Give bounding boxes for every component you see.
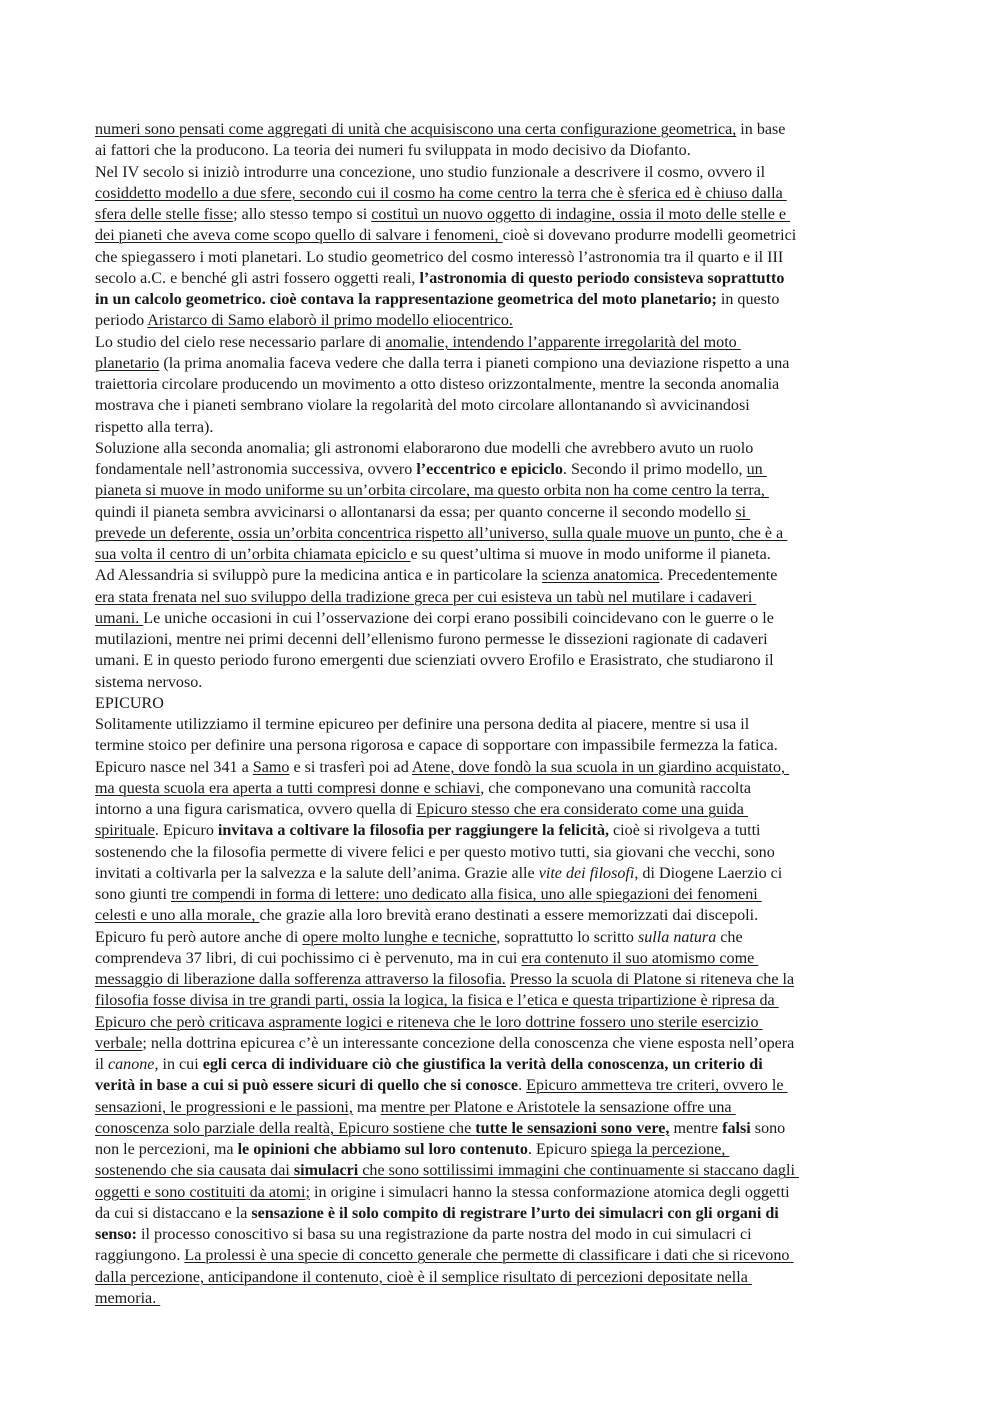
text-line bbox=[95, 1012, 907, 1033]
text-run: invitati a coltivarla per la salvezza e la salute dell’anima. Grazie alle bbox=[95, 864, 539, 882]
text-line bbox=[95, 884, 907, 905]
text-run: umani. E in questo periodo furono emergenti due scienziati ovvero Erofilo e Erasistrato, che studiarono il bbox=[95, 652, 774, 670]
text-line bbox=[95, 587, 907, 608]
text-run: ai fattori che la producono. La teoria dei numeri fu sviluppata in modo decisivo da Diofanto. bbox=[95, 142, 691, 160]
text-run: non le percezioni, ma bbox=[95, 1141, 238, 1158]
underlined-text: Epicuro stesso che era considerato come una guida bbox=[416, 801, 748, 818]
underlined-text: Epicuro ammetteva tre criteri, ovvero le bbox=[526, 1077, 788, 1095]
underlined-text: Atene, dove fondò la sua scuola in un giardino acquistato, bbox=[411, 758, 790, 776]
text-line bbox=[95, 990, 907, 1011]
underlined-text: tre compendi in forma di lettere: uno dedicato alla fisica, uno alle spiegazioni dei fenomeni bbox=[171, 886, 762, 903]
text-run: Le uniche occasioni in cui l’osservazione dei corpi erano possibili coincidevano con le guerre o le bbox=[143, 609, 774, 627]
text-run: che grazie alla loro brevità erano destinati a essere memorizzati dai discepoli. bbox=[259, 907, 759, 925]
document-page bbox=[95, 119, 907, 1309]
text-line bbox=[95, 459, 907, 480]
text-line bbox=[95, 1267, 907, 1288]
text-run: Lo studio del cielo rese necessario parlare di bbox=[95, 333, 386, 351]
text-run: raggiungono. bbox=[95, 1247, 185, 1265]
text-line bbox=[95, 735, 907, 756]
underlined-text: era stata frenata nel suo sviluppo della tradizione greca per cui esisteva un tabù nel mutilare i cadaveri bbox=[95, 588, 757, 606]
text-run: mentre bbox=[669, 1119, 723, 1137]
bold-text: sensazione è il solo compito di registrare l’urto dei simulacri con gli organi di bbox=[251, 1204, 779, 1222]
text-run: . Epicuro bbox=[154, 822, 218, 840]
bold-text: verità in base a cui si può essere sicuri di quello che si conosce bbox=[95, 1077, 519, 1095]
text-run: . Secondo il primo modello, bbox=[562, 461, 747, 478]
text-line bbox=[95, 204, 907, 225]
underlined-text: anomalie, intendendo l’apparente irregolarità del moto bbox=[385, 333, 741, 351]
underlined-text: sensazioni, le progressioni e le passioni, bbox=[95, 1098, 353, 1116]
italic-text: sulla natura bbox=[638, 928, 717, 946]
text-line bbox=[95, 332, 907, 353]
underlined-text: sua volta il centro di un’orbita chiamata epiciclo bbox=[95, 546, 411, 563]
text-line bbox=[95, 1245, 907, 1266]
text-line bbox=[95, 820, 907, 841]
underlined-text: dei pianeti che aveva come scopo quello di salvare i fenomeni, bbox=[95, 227, 503, 245]
text-line bbox=[95, 289, 907, 310]
text-run: , in cui bbox=[154, 1056, 203, 1073]
text-line bbox=[95, 353, 907, 374]
text-line bbox=[95, 225, 907, 246]
bold-text: l’eccentrico e epiciclo bbox=[416, 461, 563, 478]
italic-text: canone bbox=[107, 1056, 155, 1073]
text-line bbox=[95, 778, 907, 799]
underlined-text: filosofia fosse divisa in tre grandi parti, ossia la logica, la fisica e l’etica e questa tripartizione è ripresa da bbox=[95, 992, 779, 1010]
text-line bbox=[95, 863, 907, 884]
text-run: Soluzione alla seconda anomalia; gli astronomi elaborarono due modelli che avrebbero avuto un ruolo bbox=[95, 439, 754, 457]
text-run: (la prima anomalia faceva vedere che dalla terra i pianeti compiono una deviazione rispetto a una bbox=[159, 354, 790, 372]
underlined-text: era contenuto il suo atomismo come bbox=[521, 949, 759, 967]
bold-text: senso: bbox=[95, 1226, 138, 1243]
underlined-text: ma questa scuola era aperta a tutti compresi donne e schiavi bbox=[95, 779, 481, 797]
underlined-text: memoria. bbox=[95, 1289, 161, 1307]
underlined-text: un bbox=[746, 461, 767, 478]
underlined-text: pianeta si muove in modo uniforme su un’orbita circolare, ma questo orbita non ha come centro la terra, bbox=[95, 482, 769, 500]
text-line bbox=[95, 140, 907, 161]
underlined-text: opere molto lunghe e tecniche bbox=[302, 928, 497, 946]
underlined-text: celesti e uno alla morale, bbox=[95, 907, 260, 925]
text-run: Ad Alessandria si sviluppò pure la medicina antica e in particolare la bbox=[95, 567, 542, 585]
text-line bbox=[95, 1182, 907, 1203]
text-line bbox=[95, 608, 907, 629]
bold-text: le opinioni che abbiamo sul loro contenuto bbox=[237, 1141, 528, 1158]
text-run: secolo a.C. e benché gli astri fossero oggetti reali, bbox=[95, 269, 420, 287]
text-line bbox=[95, 1139, 907, 1160]
text-line bbox=[95, 1118, 907, 1139]
text-run: . bbox=[518, 1077, 527, 1095]
underlined-text: sostenendo che sia causata dai bbox=[95, 1162, 294, 1180]
text-run: ; nella dottrina epicurea c’è un interessante concezione della conoscenza che viene esposta nell’opera bbox=[142, 1034, 795, 1052]
bold-text: in un calcolo geometrico. cioè contava la rappresentazione geometrica del moto planetario; bbox=[95, 291, 717, 308]
text-line bbox=[95, 969, 907, 990]
text-line bbox=[95, 629, 907, 650]
bold-text: l’astronomia di questo periodo consisteva soprattutto bbox=[419, 269, 785, 287]
text-line bbox=[95, 395, 907, 416]
text-run: sostenendo che la filosofia permette di vivere felici e per questo motivo tutti, sia giovani che vecchi, sono bbox=[95, 843, 775, 861]
text-line bbox=[95, 1160, 907, 1181]
text-line bbox=[95, 544, 907, 565]
underlined-text: Presso la scuola di Platone si riteneva che la bbox=[509, 971, 795, 988]
underlined-text: tutte le sensazioni sono vere, bbox=[475, 1119, 670, 1137]
underlined-text: dalla percezione, anticipandone il contenuto, cioè è il semplice risultato di percezioni depositate nella bbox=[95, 1268, 752, 1286]
text-run: rispetto alla terra). bbox=[95, 418, 214, 436]
text-run: sono giunti bbox=[95, 886, 172, 903]
underlined-text: sfera delle stelle fisse bbox=[95, 206, 234, 223]
text-run: sono bbox=[750, 1119, 786, 1137]
text-line bbox=[95, 310, 907, 331]
text-run: cioè si rivolgeva a tutti bbox=[609, 822, 761, 840]
text-line bbox=[95, 948, 907, 969]
text-line bbox=[95, 565, 907, 586]
text-line bbox=[95, 417, 907, 438]
text-run: intorno a una figura carismatica, ovvero quella di bbox=[95, 801, 417, 818]
text-run: termine stoico per definire una persona rigorosa e capace di sopportare con impassibile fermezza la fatica. bbox=[95, 737, 778, 755]
underlined-text: messaggio di liberazione dalla sofferenza attraverso la filosofia. bbox=[95, 971, 506, 988]
text-line bbox=[95, 1288, 907, 1309]
text-run: Solitamente utilizziamo il termine epicureo per definire una persona dedita al piacere, mentre si usa il bbox=[95, 716, 750, 733]
text-line bbox=[95, 693, 907, 714]
underlined-text: si bbox=[735, 503, 751, 521]
text-run: fondamentale nell’astronomia successiva, ovvero bbox=[95, 461, 417, 478]
bold-text: invitava a coltivare la filosofia per raggiungere la felicità, bbox=[217, 822, 610, 840]
italic-text: vite dei filosofi bbox=[538, 864, 635, 882]
text-line bbox=[95, 268, 907, 289]
text-line bbox=[95, 1203, 907, 1224]
underlined-text: cosiddetto modello a due sfere, secondo cui il cosmo ha come centro la terra che è sferica ed è chiuso dalla bbox=[95, 184, 787, 202]
text-run: periodo bbox=[95, 312, 148, 330]
underlined-text: Aristarco di Samo elaborò il primo modello eliocentrico. bbox=[147, 312, 513, 330]
text-line bbox=[95, 1224, 907, 1245]
text-run: mutilazioni, mentre nei primi decenni dell’ellenismo furono permesse le dissezioni ragionate di cadaveri bbox=[95, 631, 768, 648]
bold-text: egli cerca di individuare ciò che giustifica la verità della conoscenza, un criterio di bbox=[202, 1056, 763, 1073]
underlined-text: scienza anatomica bbox=[541, 567, 660, 585]
underlined-text: simulacri bbox=[293, 1162, 359, 1180]
text-line bbox=[95, 1097, 907, 1118]
text-line bbox=[95, 905, 907, 926]
text-line bbox=[95, 523, 907, 544]
text-run: e su quest’ultima si muove in modo uniforme il pianeta. bbox=[410, 546, 771, 563]
text-run: in origine i simulacri hanno la stessa conformazione atomica degli oggetti bbox=[310, 1183, 790, 1201]
underlined-text: spiega la percezione, bbox=[590, 1141, 730, 1158]
text-run: sistema nervoso. bbox=[95, 673, 203, 691]
underlined-text: Samo bbox=[252, 758, 290, 776]
text-run: traiettoria circolare producendo un movimento a otto disteso orizzontalmente, mentre la seconda anomalia bbox=[95, 376, 780, 393]
text-line bbox=[95, 927, 907, 948]
text-run: comprendeva 37 libri, di cui pochissimo ci è pervenuto, ma in cui bbox=[95, 949, 522, 967]
text-line bbox=[95, 714, 907, 735]
underlined-text: numeri sono pensati come aggregati di unità che acquisiscono una certa configurazione geometrica, bbox=[95, 121, 737, 138]
text-run: mostrava che i pianeti sembrano violare la regolarità del moto circolare allontanando sì avvicinandosi bbox=[95, 397, 750, 415]
text-run: che spiegassero i moti planetari. Lo studio geometrico del cosmo interessò l’astronomia tra il quarto e il III bbox=[95, 248, 784, 266]
bold-text: falsi bbox=[722, 1119, 751, 1137]
text-run: Epicuro nasce nel 341 a bbox=[95, 758, 253, 776]
underlined-text: mentre per Platone e Aristotele la sensazione offre una bbox=[380, 1098, 736, 1116]
text-line bbox=[95, 1075, 907, 1096]
text-run: ma bbox=[352, 1098, 381, 1116]
text-run: , di Diogene Laerzio ci bbox=[634, 864, 783, 882]
text-line bbox=[95, 374, 907, 395]
underlined-text: che sono sottilissimi immagini che continuamente si staccano dagli bbox=[358, 1162, 799, 1180]
underlined-text: umani. bbox=[95, 609, 144, 627]
text-line bbox=[95, 119, 907, 140]
text-line bbox=[95, 480, 907, 501]
text-line bbox=[95, 1054, 907, 1075]
underlined-text: oggetti e sono costituiti da atomi; bbox=[95, 1183, 311, 1201]
text-run: , soprattutto lo scritto bbox=[496, 928, 638, 946]
text-run: cioè si dovevano produrre modelli geometrici bbox=[502, 227, 797, 245]
text-run: che bbox=[716, 928, 743, 946]
text-run: Epicuro fu però autore anche di bbox=[95, 928, 303, 946]
underlined-text: prevede un deferente, ossia un’orbita concentrica rispetto all’universo, sulla quale muove un punto, che è a bbox=[95, 524, 788, 542]
text-run: in questo bbox=[716, 291, 780, 308]
text-run: il processo conoscitivo si basa su una registrazione da parte nostra del modo in cui simulacri ci bbox=[137, 1226, 752, 1243]
underlined-text: costituì un nuovo oggetto di indagine, ossia il moto delle stelle e bbox=[371, 206, 791, 223]
underlined-text: conoscenza solo parziale della realtà, Epicuro sostiene che bbox=[95, 1119, 476, 1137]
text-run: Nel IV secolo si iniziò introdurre una concezione, uno studio funzionale a descrivere il cosmo, ovvero il bbox=[95, 163, 766, 181]
text-line bbox=[95, 799, 907, 820]
text-line bbox=[95, 650, 907, 671]
underlined-text: Epicuro che però criticava aspramente logici e riteneva che le loro dottrine fossero uno sterile esercizio bbox=[95, 1013, 763, 1031]
text-line bbox=[95, 183, 907, 204]
text-line bbox=[95, 757, 907, 778]
underlined-text: spirituale bbox=[95, 822, 155, 840]
text-line bbox=[95, 438, 907, 459]
text-line bbox=[95, 1033, 907, 1054]
text-run: . Precedentemente bbox=[659, 567, 778, 585]
text-run: e si trasferì poi ad bbox=[289, 758, 412, 776]
underlined-text: planetario bbox=[95, 354, 160, 372]
underlined-text: verbale bbox=[95, 1034, 143, 1052]
text-run: il bbox=[95, 1056, 108, 1073]
text-run: EPICURO bbox=[95, 694, 164, 712]
text-line bbox=[95, 842, 907, 863]
text-line bbox=[95, 247, 907, 268]
text-run: , che componevano una comunità raccolta bbox=[480, 779, 752, 797]
text-run: . Epicuro bbox=[527, 1141, 591, 1158]
underlined-text: La prolessi è una specie di concetto generale che permette di classificare i dati che si ricevono bbox=[184, 1247, 794, 1265]
text-run: da cui si distaccano e la bbox=[95, 1204, 252, 1222]
text-run: quindi il pianeta sembra avvicinarsi o allontanarsi da essa; per quanto concerne il secondo modello bbox=[95, 503, 736, 521]
text-line bbox=[95, 502, 907, 523]
text-line bbox=[95, 162, 907, 183]
text-run: ; allo stesso tempo si bbox=[233, 206, 372, 223]
text-run: in base bbox=[736, 121, 786, 138]
text-line bbox=[95, 672, 907, 693]
